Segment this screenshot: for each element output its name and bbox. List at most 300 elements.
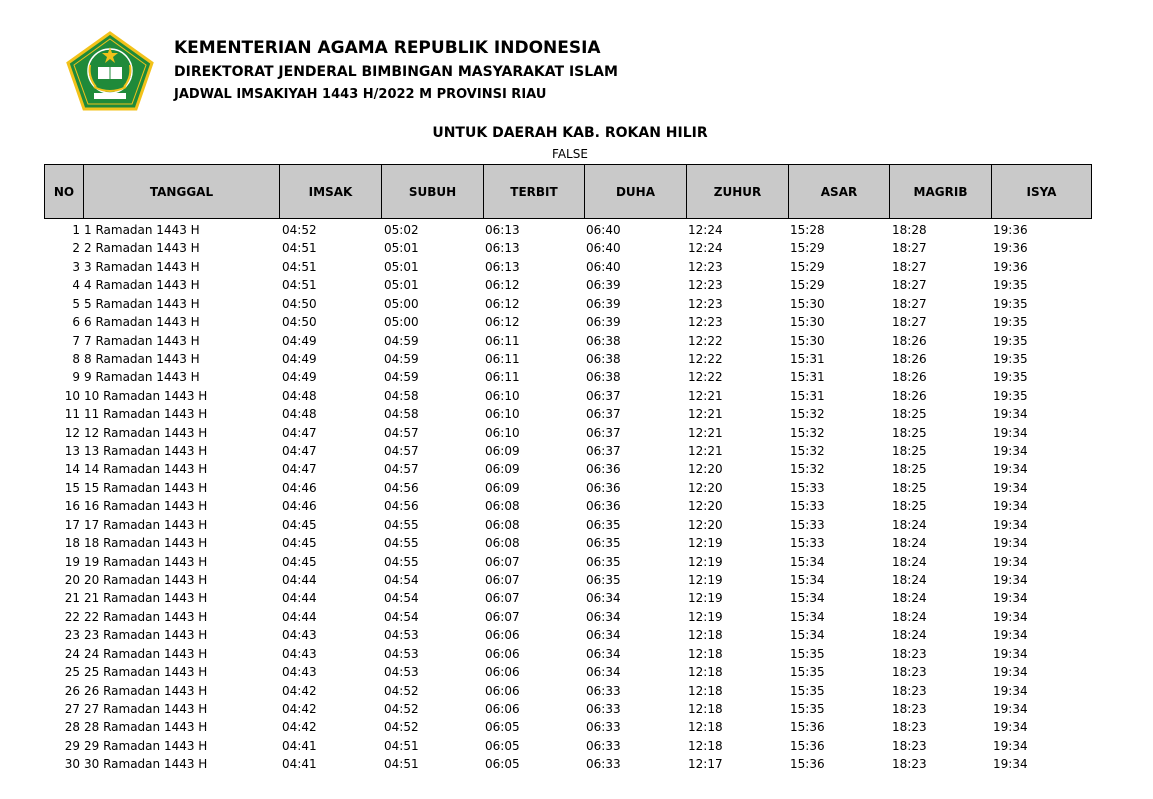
cell-tanggal: 16 Ramadan 1443 H bbox=[84, 499, 208, 514]
cell-zuhur: 12:24 bbox=[688, 241, 723, 256]
cell-tanggal: 14 Ramadan 1443 H bbox=[84, 462, 208, 477]
cell-terbit: 06:07 bbox=[485, 572, 520, 587]
column-header-tanggal: TANGGAL bbox=[83, 164, 280, 219]
cell-subuh: 04:58 bbox=[384, 388, 419, 403]
cell-terbit: 06:06 bbox=[485, 701, 520, 716]
cell-no: 20 bbox=[64, 572, 80, 587]
cell-magrib: 18:23 bbox=[892, 757, 927, 772]
column-header-terbit: TERBIT bbox=[483, 164, 585, 219]
cell-isya: 19:35 bbox=[993, 370, 1028, 385]
cell-imsak: 04:51 bbox=[282, 241, 317, 256]
table-row bbox=[44, 516, 1104, 534]
cell-duha: 06:34 bbox=[586, 591, 621, 606]
cell-subuh: 04:56 bbox=[384, 480, 419, 495]
table-row bbox=[44, 589, 1104, 607]
cell-terbit: 06:12 bbox=[485, 315, 520, 330]
cell-no: 4 bbox=[72, 278, 80, 293]
cell-tanggal: 19 Ramadan 1443 H bbox=[84, 554, 208, 569]
cell-tanggal: 2 Ramadan 1443 H bbox=[84, 241, 200, 256]
cell-imsak: 04:49 bbox=[282, 351, 317, 366]
column-header-zuhur: ZUHUR bbox=[686, 164, 789, 219]
cell-duha: 06:39 bbox=[586, 315, 621, 330]
column-header-duha: DUHA bbox=[584, 164, 687, 219]
cell-subuh: 04:52 bbox=[384, 683, 419, 698]
cell-magrib: 18:24 bbox=[892, 517, 927, 532]
cell-imsak: 04:45 bbox=[282, 517, 317, 532]
directorate-title: DIREKTORAT JENDERAL BIMBINGAN MASYARAKAT ISLAM bbox=[174, 64, 618, 80]
cell-zuhur: 12:23 bbox=[688, 315, 723, 330]
table-row bbox=[44, 737, 1104, 755]
cell-zuhur: 12:21 bbox=[688, 407, 723, 422]
cell-zuhur: 12:22 bbox=[688, 351, 723, 366]
cell-zuhur: 12:19 bbox=[688, 536, 723, 551]
cell-duha: 06:33 bbox=[586, 738, 621, 753]
cell-tanggal: 26 Ramadan 1443 H bbox=[84, 683, 208, 698]
cell-zuhur: 12:19 bbox=[688, 609, 723, 624]
cell-imsak: 04:44 bbox=[282, 609, 317, 624]
cell-duha: 06:39 bbox=[586, 278, 621, 293]
cell-zuhur: 12:21 bbox=[688, 425, 723, 440]
cell-no: 23 bbox=[64, 628, 80, 643]
cell-magrib: 18:23 bbox=[892, 738, 927, 753]
cell-no: 22 bbox=[64, 609, 80, 624]
cell-imsak: 04:46 bbox=[282, 499, 317, 514]
table-row bbox=[44, 221, 1104, 239]
cell-asar: 15:35 bbox=[790, 683, 825, 698]
table-row bbox=[44, 553, 1104, 571]
cell-zuhur: 12:19 bbox=[688, 554, 723, 569]
cell-no: 27 bbox=[64, 701, 80, 716]
column-header-no: NO bbox=[44, 164, 84, 219]
cell-zuhur: 12:18 bbox=[688, 665, 723, 680]
cell-asar: 15:33 bbox=[790, 499, 825, 514]
cell-magrib: 18:26 bbox=[892, 351, 927, 366]
cell-subuh: 05:01 bbox=[384, 241, 419, 256]
cell-magrib: 18:28 bbox=[892, 223, 927, 237]
cell-isya: 19:34 bbox=[993, 554, 1028, 569]
cell-duha: 06:34 bbox=[586, 609, 621, 624]
cell-terbit: 06:09 bbox=[485, 462, 520, 477]
cell-subuh: 05:00 bbox=[384, 296, 419, 311]
cell-tanggal: 24 Ramadan 1443 H bbox=[84, 646, 208, 661]
cell-magrib: 18:24 bbox=[892, 536, 927, 551]
cell-asar: 15:31 bbox=[790, 388, 825, 403]
cell-magrib: 18:26 bbox=[892, 370, 927, 385]
cell-imsak: 04:51 bbox=[282, 278, 317, 293]
cell-no: 11 bbox=[64, 407, 80, 422]
cell-imsak: 04:42 bbox=[282, 720, 317, 735]
cell-terbit: 06:13 bbox=[485, 223, 520, 237]
cell-zuhur: 12:19 bbox=[688, 572, 723, 587]
table-row bbox=[44, 258, 1104, 276]
cell-duha: 06:37 bbox=[586, 444, 621, 459]
table-row bbox=[44, 755, 1104, 773]
cell-isya: 19:34 bbox=[993, 517, 1028, 532]
cell-asar: 15:33 bbox=[790, 480, 825, 495]
cell-tanggal: 27 Ramadan 1443 H bbox=[84, 701, 208, 716]
cell-no: 21 bbox=[64, 591, 80, 606]
cell-magrib: 18:25 bbox=[892, 499, 927, 514]
cell-tanggal: 8 Ramadan 1443 H bbox=[84, 351, 200, 366]
table-row bbox=[44, 295, 1104, 313]
column-header-subuh: SUBUH bbox=[381, 164, 484, 219]
cell-zuhur: 12:18 bbox=[688, 701, 723, 716]
cell-isya: 19:34 bbox=[993, 701, 1028, 716]
table-row bbox=[44, 497, 1104, 515]
table-row bbox=[44, 608, 1104, 626]
cell-terbit: 06:07 bbox=[485, 554, 520, 569]
cell-isya: 19:36 bbox=[993, 223, 1028, 237]
cell-terbit: 06:08 bbox=[485, 517, 520, 532]
cell-duha: 06:33 bbox=[586, 720, 621, 735]
kemenag-logo-icon bbox=[66, 31, 154, 111]
cell-tanggal: 18 Ramadan 1443 H bbox=[84, 536, 208, 551]
cell-tanggal: 1 Ramadan 1443 H bbox=[84, 223, 200, 237]
cell-subuh: 04:54 bbox=[384, 609, 419, 624]
cell-asar: 15:34 bbox=[790, 609, 825, 624]
cell-no: 16 bbox=[64, 499, 80, 514]
cell-isya: 19:34 bbox=[993, 444, 1028, 459]
ministry-title: KEMENTERIAN AGAMA REPUBLIK INDONESIA bbox=[174, 38, 601, 58]
cell-no: 26 bbox=[64, 683, 80, 698]
cell-duha: 06:40 bbox=[586, 241, 621, 256]
cell-imsak: 04:49 bbox=[282, 370, 317, 385]
cell-asar: 15:32 bbox=[790, 462, 825, 477]
cell-subuh: 04:55 bbox=[384, 554, 419, 569]
cell-duha: 06:36 bbox=[586, 499, 621, 514]
cell-zuhur: 12:21 bbox=[688, 444, 723, 459]
cell-subuh: 04:54 bbox=[384, 572, 419, 587]
cell-magrib: 18:27 bbox=[892, 296, 927, 311]
cell-isya: 19:35 bbox=[993, 296, 1028, 311]
table-row bbox=[44, 571, 1104, 589]
cell-imsak: 04:42 bbox=[282, 683, 317, 698]
cell-no: 9 bbox=[72, 370, 80, 385]
cell-no: 12 bbox=[64, 425, 80, 440]
cell-isya: 19:35 bbox=[993, 351, 1028, 366]
cell-terbit: 06:05 bbox=[485, 720, 520, 735]
cell-terbit: 06:10 bbox=[485, 407, 520, 422]
table-row bbox=[44, 479, 1104, 497]
cell-zuhur: 12:22 bbox=[688, 333, 723, 348]
table-row bbox=[44, 350, 1104, 368]
cell-no: 30 bbox=[64, 757, 80, 772]
cell-zuhur: 12:20 bbox=[688, 480, 723, 495]
cell-subuh: 04:54 bbox=[384, 591, 419, 606]
cell-magrib: 18:27 bbox=[892, 315, 927, 330]
cell-no: 13 bbox=[64, 444, 80, 459]
cell-subuh: 04:53 bbox=[384, 665, 419, 680]
cell-tanggal: 30 Ramadan 1443 H bbox=[84, 757, 208, 772]
cell-terbit: 06:12 bbox=[485, 296, 520, 311]
cell-tanggal: 3 Ramadan 1443 H bbox=[84, 259, 200, 274]
cell-zuhur: 12:18 bbox=[688, 683, 723, 698]
cell-asar: 15:34 bbox=[790, 554, 825, 569]
cell-zuhur: 12:20 bbox=[688, 462, 723, 477]
cell-magrib: 18:27 bbox=[892, 278, 927, 293]
cell-tanggal: 13 Ramadan 1443 H bbox=[84, 444, 208, 459]
note-text: FALSE bbox=[552, 147, 588, 161]
cell-subuh: 04:52 bbox=[384, 701, 419, 716]
cell-no: 24 bbox=[64, 646, 80, 661]
cell-imsak: 04:42 bbox=[282, 701, 317, 716]
cell-duha: 06:40 bbox=[586, 259, 621, 274]
cell-zuhur: 12:23 bbox=[688, 259, 723, 274]
cell-duha: 06:35 bbox=[586, 572, 621, 587]
column-header-asar: ASAR bbox=[788, 164, 890, 219]
cell-magrib: 18:27 bbox=[892, 259, 927, 274]
cell-no: 8 bbox=[72, 351, 80, 366]
cell-subuh: 04:57 bbox=[384, 425, 419, 440]
cell-duha: 06:38 bbox=[586, 370, 621, 385]
cell-duha: 06:37 bbox=[586, 407, 621, 422]
cell-duha: 06:33 bbox=[586, 757, 621, 772]
cell-isya: 19:36 bbox=[993, 241, 1028, 256]
cell-imsak: 04:52 bbox=[282, 223, 317, 237]
cell-zuhur: 12:21 bbox=[688, 388, 723, 403]
cell-imsak: 04:41 bbox=[282, 738, 317, 753]
cell-no: 18 bbox=[64, 536, 80, 551]
cell-tanggal: 29 Ramadan 1443 H bbox=[84, 738, 208, 753]
cell-no: 17 bbox=[64, 517, 80, 532]
cell-isya: 19:35 bbox=[993, 315, 1028, 330]
cell-no: 10 bbox=[64, 388, 80, 403]
cell-asar: 15:31 bbox=[790, 351, 825, 366]
table-row bbox=[44, 313, 1104, 331]
cell-isya: 19:34 bbox=[993, 462, 1028, 477]
cell-imsak: 04:43 bbox=[282, 665, 317, 680]
cell-tanggal: 12 Ramadan 1443 H bbox=[84, 425, 208, 440]
cell-tanggal: 11 Ramadan 1443 H bbox=[84, 407, 208, 422]
cell-asar: 15:34 bbox=[790, 572, 825, 587]
cell-terbit: 06:11 bbox=[485, 333, 520, 348]
cell-isya: 19:36 bbox=[993, 259, 1028, 274]
cell-duha: 06:36 bbox=[586, 462, 621, 477]
schedule-title: JADWAL IMSAKIYAH 1443 H/2022 M PROVINSI RIAU bbox=[174, 87, 547, 102]
cell-imsak: 04:43 bbox=[282, 646, 317, 661]
cell-terbit: 06:13 bbox=[485, 259, 520, 274]
cell-tanggal: 21 Ramadan 1443 H bbox=[84, 591, 208, 606]
cell-duha: 06:34 bbox=[586, 646, 621, 661]
table-row bbox=[44, 424, 1104, 442]
cell-asar: 15:32 bbox=[790, 407, 825, 422]
cell-no: 29 bbox=[64, 738, 80, 753]
cell-no: 5 bbox=[72, 296, 80, 311]
cell-isya: 19:34 bbox=[993, 407, 1028, 422]
cell-zuhur: 12:18 bbox=[688, 646, 723, 661]
cell-zuhur: 12:18 bbox=[688, 720, 723, 735]
cell-subuh: 04:56 bbox=[384, 499, 419, 514]
table-row bbox=[44, 239, 1104, 257]
cell-magrib: 18:23 bbox=[892, 701, 927, 716]
cell-duha: 06:36 bbox=[586, 480, 621, 495]
cell-terbit: 06:06 bbox=[485, 646, 520, 661]
cell-imsak: 04:45 bbox=[282, 536, 317, 551]
cell-isya: 19:34 bbox=[993, 425, 1028, 440]
column-header-magrib: MAGRIB bbox=[889, 164, 992, 219]
cell-duha: 06:33 bbox=[586, 683, 621, 698]
cell-isya: 19:34 bbox=[993, 683, 1028, 698]
cell-asar: 15:28 bbox=[790, 223, 825, 237]
cell-no: 1 bbox=[72, 223, 80, 237]
cell-asar: 15:34 bbox=[790, 628, 825, 643]
cell-zuhur: 12:23 bbox=[688, 296, 723, 311]
cell-duha: 06:38 bbox=[586, 351, 621, 366]
cell-terbit: 06:08 bbox=[485, 536, 520, 551]
cell-magrib: 18:24 bbox=[892, 591, 927, 606]
cell-subuh: 04:55 bbox=[384, 517, 419, 532]
cell-asar: 15:36 bbox=[790, 720, 825, 735]
cell-zuhur: 12:20 bbox=[688, 499, 723, 514]
cell-imsak: 04:47 bbox=[282, 425, 317, 440]
cell-magrib: 18:25 bbox=[892, 407, 927, 422]
cell-terbit: 06:05 bbox=[485, 738, 520, 753]
cell-no: 6 bbox=[72, 315, 80, 330]
cell-imsak: 04:48 bbox=[282, 388, 317, 403]
cell-subuh: 04:51 bbox=[384, 738, 419, 753]
cell-subuh: 04:52 bbox=[384, 720, 419, 735]
column-header-isya: ISYA bbox=[991, 164, 1092, 219]
table-row bbox=[44, 626, 1104, 644]
cell-asar: 15:30 bbox=[790, 315, 825, 330]
cell-magrib: 18:25 bbox=[892, 425, 927, 440]
cell-no: 2 bbox=[72, 241, 80, 256]
table-row bbox=[44, 645, 1104, 663]
cell-magrib: 18:25 bbox=[892, 480, 927, 495]
cell-imsak: 04:44 bbox=[282, 572, 317, 587]
cell-subuh: 05:01 bbox=[384, 259, 419, 274]
cell-isya: 19:34 bbox=[993, 609, 1028, 624]
table-row bbox=[44, 700, 1104, 718]
cell-tanggal: 22 Ramadan 1443 H bbox=[84, 609, 208, 624]
cell-magrib: 18:23 bbox=[892, 683, 927, 698]
cell-tanggal: 4 Ramadan 1443 H bbox=[84, 278, 200, 293]
cell-terbit: 06:09 bbox=[485, 480, 520, 495]
cell-subuh: 05:00 bbox=[384, 315, 419, 330]
cell-tanggal: 15 Ramadan 1443 H bbox=[84, 480, 208, 495]
table-row bbox=[44, 460, 1104, 478]
cell-asar: 15:35 bbox=[790, 646, 825, 661]
table-row bbox=[44, 682, 1104, 700]
cell-magrib: 18:23 bbox=[892, 665, 927, 680]
cell-asar: 15:36 bbox=[790, 757, 825, 772]
cell-isya: 19:35 bbox=[993, 333, 1028, 348]
cell-asar: 15:34 bbox=[790, 591, 825, 606]
cell-asar: 15:32 bbox=[790, 425, 825, 440]
cell-terbit: 06:13 bbox=[485, 241, 520, 256]
cell-isya: 19:34 bbox=[993, 536, 1028, 551]
cell-imsak: 04:51 bbox=[282, 259, 317, 274]
cell-duha: 06:39 bbox=[586, 296, 621, 311]
table-row bbox=[44, 663, 1104, 681]
cell-terbit: 06:07 bbox=[485, 591, 520, 606]
cell-magrib: 18:25 bbox=[892, 444, 927, 459]
cell-no: 7 bbox=[72, 333, 80, 348]
cell-zuhur: 12:18 bbox=[688, 628, 723, 643]
cell-isya: 19:34 bbox=[993, 499, 1028, 514]
cell-terbit: 06:06 bbox=[485, 683, 520, 698]
cell-isya: 19:35 bbox=[993, 388, 1028, 403]
cell-terbit: 06:12 bbox=[485, 278, 520, 293]
cell-asar: 15:33 bbox=[790, 517, 825, 532]
cell-imsak: 04:48 bbox=[282, 407, 317, 422]
cell-subuh: 05:01 bbox=[384, 278, 419, 293]
cell-tanggal: 20 Ramadan 1443 H bbox=[84, 572, 208, 587]
cell-subuh: 04:53 bbox=[384, 628, 419, 643]
column-header-imsak: IMSAK bbox=[279, 164, 382, 219]
cell-imsak: 04:49 bbox=[282, 333, 317, 348]
cell-magrib: 18:26 bbox=[892, 333, 927, 348]
cell-terbit: 06:10 bbox=[485, 425, 520, 440]
cell-tanggal: 23 Ramadan 1443 H bbox=[84, 628, 208, 643]
cell-magrib: 18:27 bbox=[892, 241, 927, 256]
cell-tanggal: 10 Ramadan 1443 H bbox=[84, 388, 208, 403]
table-row bbox=[44, 368, 1104, 386]
cell-tanggal: 5 Ramadan 1443 H bbox=[84, 296, 200, 311]
cell-magrib: 18:26 bbox=[892, 388, 927, 403]
cell-terbit: 06:06 bbox=[485, 665, 520, 680]
region-title: UNTUK DAERAH KAB. ROKAN HILIR bbox=[432, 125, 708, 141]
cell-duha: 06:37 bbox=[586, 388, 621, 403]
table-row bbox=[44, 332, 1104, 350]
cell-tanggal: 7 Ramadan 1443 H bbox=[84, 333, 200, 348]
cell-no: 15 bbox=[64, 480, 80, 495]
table-row bbox=[44, 276, 1104, 294]
cell-duha: 06:33 bbox=[586, 701, 621, 716]
cell-no: 14 bbox=[64, 462, 80, 477]
table-row bbox=[44, 534, 1104, 552]
cell-tanggal: 17 Ramadan 1443 H bbox=[84, 517, 208, 532]
cell-no: 25 bbox=[64, 665, 80, 680]
cell-magrib: 18:23 bbox=[892, 646, 927, 661]
cell-subuh: 04:57 bbox=[384, 462, 419, 477]
cell-asar: 15:32 bbox=[790, 444, 825, 459]
cell-asar: 15:35 bbox=[790, 701, 825, 716]
cell-imsak: 04:50 bbox=[282, 315, 317, 330]
cell-asar: 15:29 bbox=[790, 278, 825, 293]
cell-terbit: 06:08 bbox=[485, 499, 520, 514]
cell-terbit: 06:07 bbox=[485, 609, 520, 624]
cell-imsak: 04:45 bbox=[282, 554, 317, 569]
cell-imsak: 04:44 bbox=[282, 591, 317, 606]
cell-magrib: 18:23 bbox=[892, 720, 927, 735]
cell-subuh: 04:51 bbox=[384, 757, 419, 772]
cell-duha: 06:37 bbox=[586, 425, 621, 440]
table-row bbox=[44, 718, 1104, 736]
cell-no: 3 bbox=[72, 259, 80, 274]
cell-isya: 19:34 bbox=[993, 738, 1028, 753]
cell-asar: 15:36 bbox=[790, 738, 825, 753]
cell-subuh: 04:59 bbox=[384, 351, 419, 366]
cell-subuh: 04:59 bbox=[384, 370, 419, 385]
cell-zuhur: 12:17 bbox=[688, 757, 723, 772]
cell-duha: 06:35 bbox=[586, 554, 621, 569]
cell-zuhur: 12:23 bbox=[688, 278, 723, 293]
cell-imsak: 04:41 bbox=[282, 757, 317, 772]
table-row bbox=[44, 405, 1104, 423]
cell-isya: 19:34 bbox=[993, 646, 1028, 661]
table-header bbox=[44, 164, 1092, 221]
cell-magrib: 18:24 bbox=[892, 554, 927, 569]
table-row bbox=[44, 387, 1104, 405]
cell-zuhur: 12:24 bbox=[688, 223, 723, 237]
cell-duha: 06:34 bbox=[586, 628, 621, 643]
cell-isya: 19:34 bbox=[993, 665, 1028, 680]
cell-terbit: 06:05 bbox=[485, 757, 520, 772]
cell-zuhur: 12:18 bbox=[688, 738, 723, 753]
cell-magrib: 18:24 bbox=[892, 572, 927, 587]
cell-subuh: 05:02 bbox=[384, 223, 419, 237]
